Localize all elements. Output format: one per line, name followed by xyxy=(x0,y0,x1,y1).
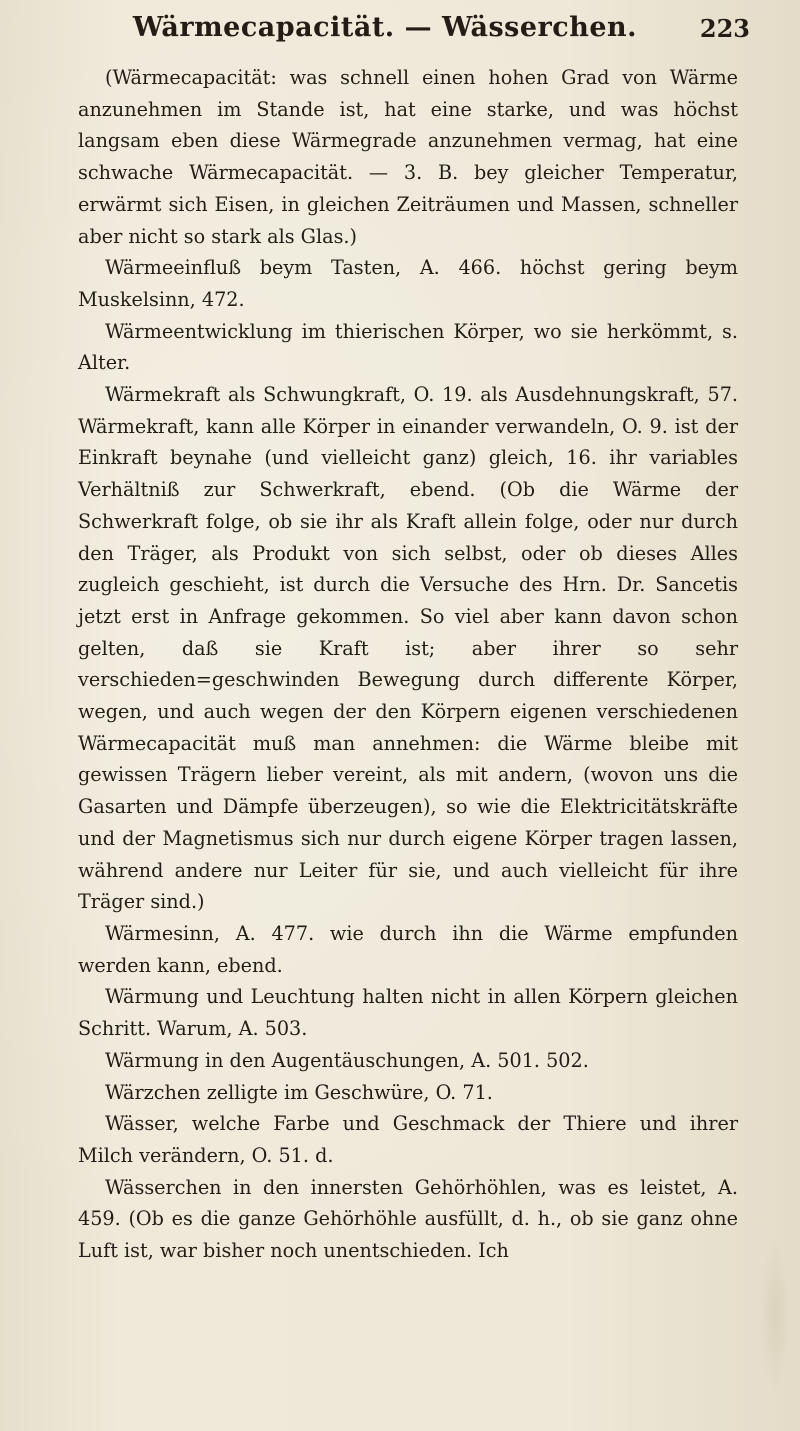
index-entry-waermecapacitaet: (Wärmecapacität: was schnell einen hohen Grad von Wärme anzunehmen im Stande ist, hat eine starke, und was höchst langsam eben diese Wärmegrade anzunehmen vermag, hat eine schwache Wärmecapacität. — 3. B. bey gleicher Temperatur, erwärmt sich Eisen, in gleichen Zeiträumen und Massen, schneller aber nicht so stark als Glas.) xyxy=(78,66,738,248)
index-entry-waermung-leuchtung: Wärmung und Leuchtung halten nicht in allen Körpern gleichen Schritt. Warum, A. 503. xyxy=(78,985,738,1041)
index-entry-waerzchen: Wärzchen zelligte im Geschwüre, O. 71. xyxy=(105,1080,493,1104)
index-entry-waermeentwicklung: Wärmeentwicklung im thierischen Körper, wo sie herkömmt, s. Alter. xyxy=(78,319,738,375)
running-head: Wärmecapacität. — Wässerchen. xyxy=(132,12,638,43)
index-entry-waesserchen: Wässerchen in den innersten Gehörhöhlen, was es leistet, A. 459. (Ob es die ganze Gehörhöhle ausfüllt, d. h., ob sie ganz ohne Luft ist, war bisher noch unentschieden. Ich xyxy=(78,1175,738,1263)
page-number: 223 xyxy=(699,14,750,43)
page-header xyxy=(90,12,750,56)
paper-stain xyxy=(760,1240,790,1390)
index-text xyxy=(78,62,738,1267)
index-entry-waermekraft: Wärmekraft als Schwungkraft, O. 19. als Ausdehnungskraft, 57. Wärmekraft, kann alle Körper in einander verwandeln, O. 9. ist der Einkraft beynahe (und vielleicht ganz) gleich, 16. ihr variables Verhältniß zur Schwerkraft, ebend. (Ob die Wärme der Schwerkraft folge, ob sie ihr als Kraft allein folge, oder nur durch den Träger, als Produkt von sich selbst, oder ob dieses Alles zugleich geschieht, ist durch die Versuche des Hrn. Dr. Sancetis jetzt erst in Anfrage gekommen. So viel aber kann davon schon gelten, daß sie Kraft ist; aber ihrer so sehr verschieden=geschwinden Bewegung durch differente Körper, wegen, und auch wegen der den Körpern eigenen verschiedenen Wärmecapacität muß man annehmen: die Wärme bleibe mit gewissen Trägern lieber vereint, als mit andern, (wovon uns die Gasarten und Dämpfe überzeugen), so wie die Elektricitätskräfte und der Magnetismus sich nur durch eigene Körper tragen lassen, während andere nur Leiter für sie, und auch vielleicht für ihre Träger sind.) xyxy=(78,383,738,914)
index-entry-waesser: Wässer, welche Farbe und Geschmack der Thiere und ihrer Milch verändern, O. 51. d. xyxy=(78,1112,738,1167)
index-entry-waermesinn: Wärmesinn, A. 477. wie durch ihn die Wärme empfunden werden kann, ebend. xyxy=(78,921,738,977)
index-entry-waermeeinfluss: Wärmeeinfluß beym Tasten, A. 466. höchst gering beym Muskelsinn, 472. xyxy=(78,256,738,311)
index-entry-waermung-augentaeuschungen: Wärmung in den Augentäuschungen, A. 501. 502. xyxy=(105,1048,589,1072)
